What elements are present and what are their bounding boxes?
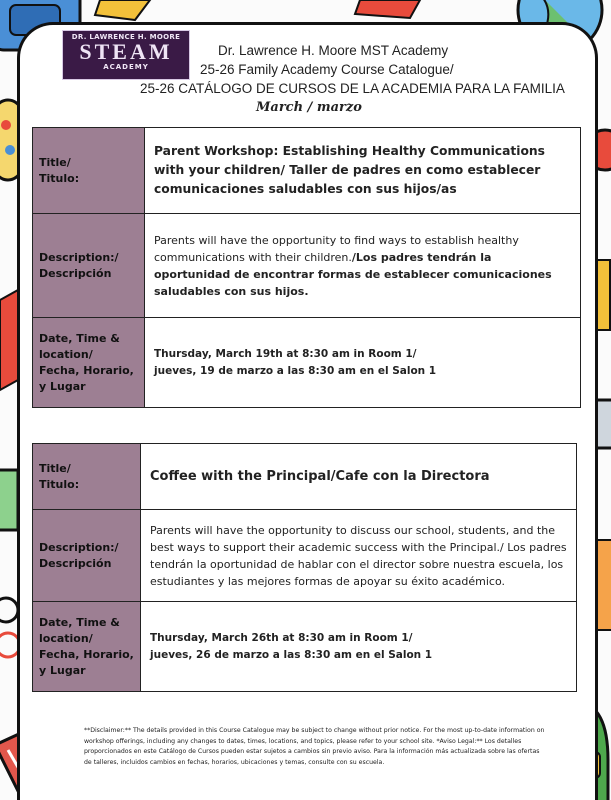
description-label-es: Descripción — [39, 556, 112, 570]
description-label — [33, 214, 145, 318]
event-table-1 — [32, 127, 581, 408]
description-label-en: Description:/ — [39, 250, 119, 264]
date-label-line2: location/ — [39, 347, 93, 361]
event-datetime — [141, 602, 577, 692]
event-description: Parents will have the opportunity to discuss our school, students, and the best ways to support their academic success with the Principal./ Los padres tendrán la oportunidad de hablar con el director sobre nuestra escuela, los estudiantes y las mejores formas de apoyar su éxito académico. — [141, 510, 577, 602]
datetime-es: jueves, 26 de marzo a las 8:30 am en el Salon 1 — [150, 648, 433, 661]
catalogue-title-es: 25-26 CATÁLOGO DE CURSOS DE LA ACADEMIA PARA LA FAMILIA — [140, 81, 565, 96]
description-label-es: Descripción — [39, 266, 112, 280]
school-logo — [62, 30, 190, 80]
event-title: Parent Workshop: Establishing Healthy Communications with your children/ Taller de padres en como establecer comunicaciones saludables con sus hijos/as — [145, 128, 581, 214]
disclaimer: **Disclaimer:** The details provided in this Course Catalogue may be subject to change without prior notice. For the most up-to-date information on workshop offerings, including any changes to dates, times, locations, and topics, please refer to your school site. *Aviso Legal:** Los detalles proporcionados en este Catálogo de Cursos pueden estar sujetos a cambios sin previo aviso. Para la información más actualizada sobre las ofertas de talleres, incluidos cambios en fechas, horarios, ubicaciones y temas, consulte con su escuela. — [84, 727, 545, 766]
date-label-line2: location/ — [39, 631, 93, 645]
event-description — [145, 214, 581, 318]
datetime-en: Thursday, March 26th at 8:30 am in Room 1/ — [150, 631, 413, 644]
date-label-line3: Fecha, Horario, — [39, 363, 134, 377]
title-label-es: Titulo: — [39, 171, 80, 185]
date-label — [33, 602, 141, 692]
book-icon — [0, 470, 18, 530]
title-label — [33, 444, 141, 510]
date-label-line3: Fecha, Horario, — [39, 647, 134, 661]
logo-school-name: DR. LAWRENCE H. MOORE — [71, 33, 181, 41]
pencil-icon — [0, 290, 18, 390]
description-es: /Los padres tendrán la oportunidad de encontrar formas de establecer comunicaciones saludables con sus hijos. — [154, 250, 552, 298]
catalogue-title-en: 25-26 Family Academy Course Catalogue/ — [200, 62, 454, 77]
date-label-line1: Date, Time & — [39, 331, 120, 345]
datetime-en: Thursday, March 19th at 8:30 am in Room 1/ — [154, 347, 417, 360]
datetime-es: jueves, 19 de marzo a las 8:30 am en el Salon 1 — [154, 364, 437, 377]
date-label-line4: y Lugar — [39, 379, 86, 393]
title-label — [33, 128, 145, 214]
title-label-en: Title/ — [39, 155, 71, 169]
logo-academy: ACADEMY — [103, 63, 149, 71]
event-table-2 — [32, 443, 577, 692]
school-name: Dr. Lawrence H. Moore MST Academy — [218, 43, 449, 58]
date-label-line4: y Lugar — [39, 663, 86, 677]
date-label — [33, 318, 145, 408]
event-datetime — [145, 318, 581, 408]
title-label-es: Titulo: — [39, 477, 80, 491]
description-en: Parents will have the opportunity to find ways to establish healthy communications with their children. — [154, 233, 519, 264]
date-label-line1: Date, Time & — [39, 615, 120, 629]
month-heading: March / marzo — [256, 100, 362, 115]
title-label-en: Title/ — [39, 461, 71, 475]
description-label — [33, 510, 141, 602]
logo-steam: STEAM — [79, 39, 173, 64]
event-title: Coffee with the Principal/Cafe con la Directora — [141, 444, 577, 510]
description-label-en: Description:/ — [39, 540, 119, 554]
